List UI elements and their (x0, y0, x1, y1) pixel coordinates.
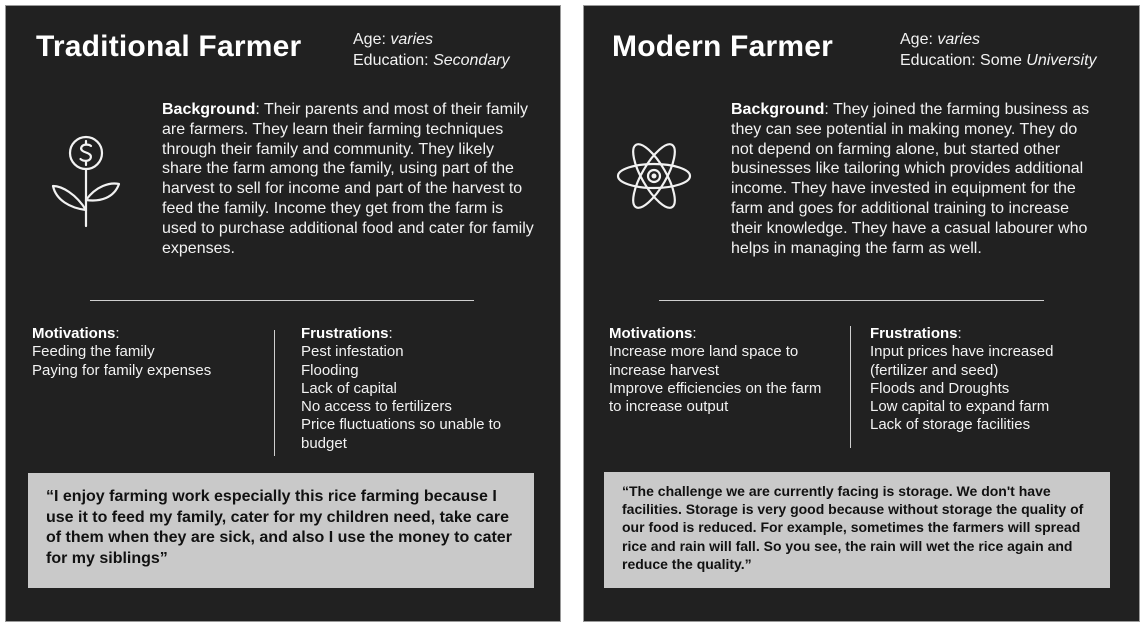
frustrations-list (301, 343, 541, 453)
age-line: Age: varies (353, 31, 434, 48)
frustrations-list (870, 343, 1095, 434)
frustrations-section (870, 325, 1095, 435)
education-line: Education: Secondary (353, 52, 510, 69)
money-plant-icon (50, 134, 122, 230)
list-item: Lack of storage facilities (870, 416, 1031, 434)
list-item: Flooding (301, 361, 359, 379)
motivations-heading: Motivations: (609, 325, 697, 342)
column-divider (274, 330, 275, 456)
persona-meta (353, 29, 510, 71)
persona-meta (900, 29, 1097, 71)
list-item: Improve efficiencies on the farm to increase output (609, 379, 822, 416)
column-divider (850, 326, 851, 448)
age-line: Age: varies (900, 31, 981, 48)
section-divider (659, 300, 1044, 301)
persona-title: Modern Farmer (612, 30, 833, 63)
frustrations-heading: Frustrations: (301, 325, 393, 342)
atom-icon (614, 136, 694, 216)
background-paragraph: Background: Their parents and most of their family are farmers. They learn their farming techniques through their family and community. They likely share the farm among the family, using part of the harvest to sell for income and part of the harvest to feed the family. Income they get from the farm is used to purchase additional food and cater for family expenses. (162, 101, 534, 257)
list-item: No access to fertilizers (301, 398, 452, 416)
list-item: Lack of capital (301, 379, 397, 397)
background-paragraph: Background: They joined the farming business as they can see potential in making money. They do not depend on farming alone, but started other businesses like tailoring which provides additional income. They have invested in equipment for the farm and goes for additional training to increase their knowledge. They have a casual labourer who helps in managing the farm as well. (731, 101, 1090, 257)
education-line: Education: Some University (900, 52, 1097, 69)
motivations-section (32, 325, 262, 380)
list-item: Increase more land space to increase harvest (609, 343, 799, 379)
list-item: Price fluctuations so unable to budget (301, 416, 502, 452)
persona-quote: “The challenge we are currently facing is storage. We don't have facilities. Storage is very good because without storage the quality of our food is reduced. For example, sometimes the farmers will spread rice and rain will fall. So you see, the rain will wet the rice again and reduce the quality.” (604, 472, 1110, 588)
list-item: Pest infestation (301, 343, 404, 361)
persona-quote: “I enjoy farming work especially this rice farming because I use it to feed my family, cater for my children need, take care of them when they are sick, and also I use the money to cater for my siblings” (28, 473, 534, 588)
motivations-section (609, 325, 834, 416)
section-divider (90, 300, 474, 301)
persona-card-traditional-farmer (5, 5, 561, 622)
list-item: Low capital to expand farm (870, 398, 1050, 416)
motivations-list (32, 343, 262, 380)
frustrations-heading: Frustrations: (870, 325, 962, 342)
persona-title: Traditional Farmer (36, 30, 302, 63)
list-item: Input prices have increased (fertilizer and seed) (870, 343, 1054, 379)
list-item: Floods and Droughts (870, 379, 1010, 397)
frustrations-section (301, 325, 541, 453)
motivations-list (609, 343, 834, 416)
motivations-heading: Motivations: (32, 325, 120, 342)
persona-card-modern-farmer (583, 5, 1140, 622)
list-item: Feeding the family (32, 343, 155, 361)
list-item: Paying for family expenses (32, 361, 212, 379)
